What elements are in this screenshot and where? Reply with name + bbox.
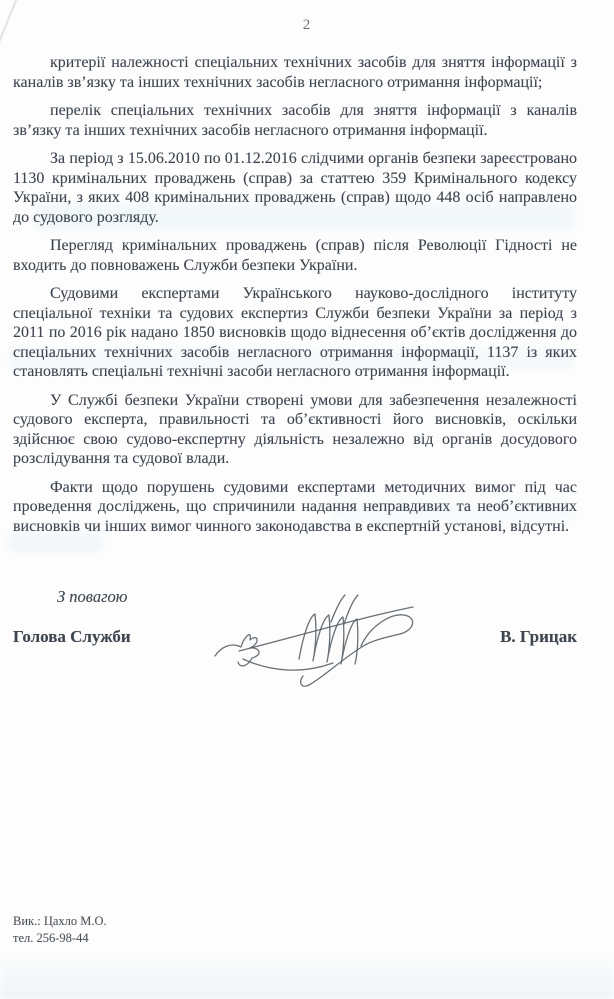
executor-block xyxy=(13,913,107,947)
signer-name: В. Грицак xyxy=(500,627,577,646)
paragraph-criminal-cases: За період з 15.06.2010 по 01.12.2016 слідчими органів безпеки зареєстровано 1130 кримінальних проваджень (справ) за статтею 359 Кримінального кодексу України, з яких 408 кримінальних проваджень (справ) щодо 448 осіб направлено до судового розгляду. xyxy=(13,150,577,226)
signer-title: Голова Служби xyxy=(13,627,131,646)
paragraph-expert-conclusions: Судовими експертами Українського науково-дослідного інституту спеціальної техніки та судових експертиз Служби безпеки України за період з 2011 по 2016 рік надано 1850 висновків щодо віднесення об’єктів дослідження до спеціальних технічних засобів негласного отримання інформації, 1137 із яких становлять спеціальні технічні засоби негласного отримання інформації. xyxy=(13,285,577,380)
paragraph-list: перелік спеціальних технічних засобів для зняття інформації з каналів зв’язку та інших технічних засобів негласного отримання інформації. xyxy=(13,102,577,139)
paragraph-review: Перегляд кримінальних проваджень (справ) після Революції Гідності не входить до повноважень Служби безпеки України. xyxy=(13,237,577,274)
executor-name: Вик.: Цахло М.О. xyxy=(13,914,107,928)
paragraph-violations: Факти щодо порушень судовими експертами методичних вимог під час проведення досліджень, що спричинили надання неправдивих та необ’єктивних висновків чи інших вимог чинного законодавства в експертній установі, відсутні. xyxy=(13,478,577,535)
page-number: 2 xyxy=(302,17,312,33)
signature-block xyxy=(13,627,577,647)
scan-shading-band xyxy=(0,950,614,999)
paragraph-criteria: критерії належності спеціальних технічних засобів для зняття інформації з каналів зв’язку та інших технічних засобів негласного отримання інформації; xyxy=(13,54,577,91)
salutation: З повагою xyxy=(57,587,128,606)
letter-body xyxy=(13,53,577,545)
paragraph-independence: У Службі безпеки України створені умови для забезпечення незалежності судового експерта, правильності та об’єктивності його висновків, оскільки здійснює свою судово-експертну діяльність незалежно від органів досудового розслідування та судової влади. xyxy=(13,391,577,467)
executor-phone: тел. 256-98-44 xyxy=(13,931,89,945)
